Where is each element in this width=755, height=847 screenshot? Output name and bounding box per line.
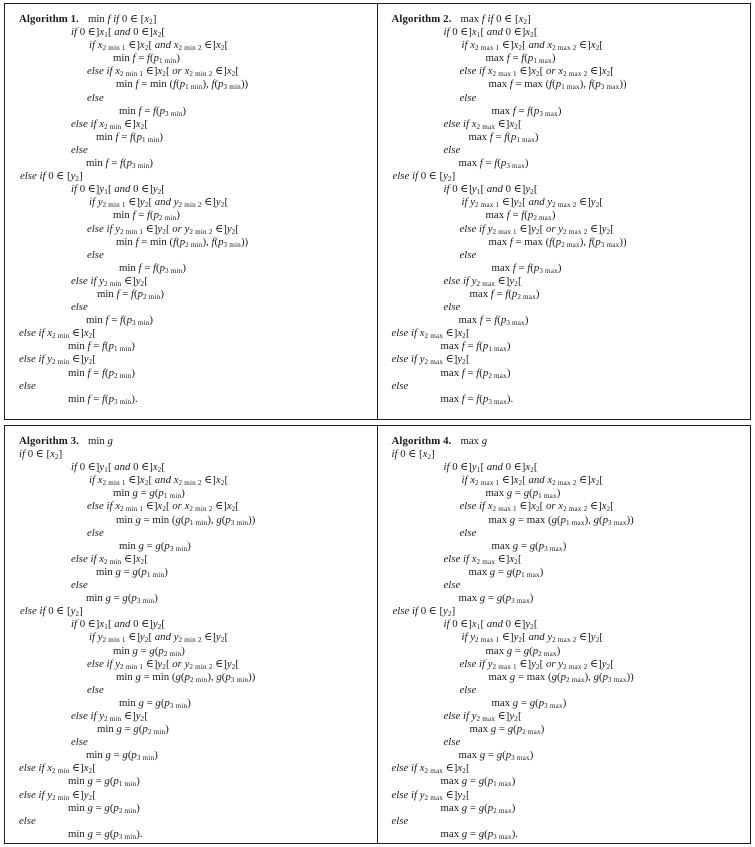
code-line: $\min g = g(p_{2 min})$ — [113, 644, 185, 658]
algorithm-2-body — [392, 26, 747, 406]
code-line: $\min g = g(p_{1 min})$ — [113, 487, 185, 501]
code-line: else if $y_{2 min 1}$ $\in]y_2$[ or $y_{2 min 2}$ $\in]y_2$[ — [87, 222, 239, 236]
algorithm-1-header — [19, 13, 373, 26]
code-line: $\min g = g(p_{3 min})$ — [86, 749, 158, 763]
code-line: else if $y_{2 min}$ $\in]y_2$[ — [19, 788, 96, 802]
algorithm-1-body — [19, 26, 373, 406]
code-line: if 0 $\in]y_1$[ and 0 $\in]y_2$[ — [71, 183, 166, 196]
code-line: $\min f = f(p_{2 min})$ — [68, 366, 136, 380]
algorithm-2-panel — [378, 4, 751, 419]
code-line: $\max f = \max (f(p_{1 max})$, $f(p_{3 max})$) — [488, 78, 627, 92]
code-line: else if $y_{2 min}$ $\in]y_2$[ — [71, 274, 148, 288]
code-line: else — [391, 814, 409, 827]
code-line: $\max g = g(p_{2 max})$ — [469, 723, 545, 736]
algorithm-4-label: Algorithm 4. — [391, 435, 452, 447]
code-line: if 0 $\in]x_1$[ and 0 $\in]y_2$[ — [443, 618, 538, 632]
code-line: $\max f = f(p_{3 max})$ — [458, 314, 529, 327]
code-line: if $x_{2 min 1}$ $\in]x_2$[ and $x_{2 min 2}$ $\in]x_2$[ — [89, 39, 229, 52]
code-line: $\min f = f(p_{3 min})$. — [68, 392, 138, 406]
code-line: $\max g = \max (g(p_{1 max})$, $g(p_{3 max})$) — [488, 513, 634, 527]
code-line: $\max f = f(p_{1 max})$ — [440, 340, 511, 354]
code-line: else — [87, 91, 104, 104]
code-line: $\min f = f(p_{1 min})$ — [68, 340, 136, 354]
code-line: else if $x_{2 max}$ $\in]x_2$[ — [391, 762, 470, 776]
code-line: if $y_{2 min 1}$ $\in]y_2$[ and $y_{2 min 2}$ $\in]y_2$[ — [89, 196, 229, 210]
code-line: if $y_{2 max 1}$ $\in]y_2$[ and $y_{2 max 2}$ $\in]y_2$[ — [461, 196, 603, 210]
code-line: else if $y_{2 max}$ $\in]y_2$[ — [391, 788, 470, 802]
code-line: else — [71, 736, 88, 749]
code-line: $\min g = g(p_{3 min})$ — [119, 539, 191, 553]
code-line: else — [459, 91, 477, 104]
code-line: $\max g = g(p_{3 max})$ — [491, 696, 567, 710]
code-line: else — [19, 814, 36, 827]
algorithm-4-header — [392, 435, 747, 448]
top-row-frame — [4, 3, 751, 420]
code-line: else if $y_{2 min}$ $\in]y_2$[ — [71, 709, 148, 723]
code-line: else — [443, 579, 461, 592]
code-line: if $x_{2 max 1}$ $\in]x_2$[ and $x_{2 max 2}$ $\in]x_2$[ — [461, 39, 603, 52]
code-line: $\max g = g(p_{1 max})$ — [485, 487, 561, 501]
code-line: else if $y_{2 max}$ $\in]y_2$[ — [443, 709, 522, 723]
code-line: $\max f = f(p_{1 max})$ — [485, 52, 556, 66]
code-line: $\min f = \min (f(p_{1 min})$, $f(p_{3 min})$) — [116, 78, 249, 92]
code-line: else — [443, 143, 461, 156]
code-line: if 0 $\in]x_1$[ and 0 $\in]y_2$[ — [71, 618, 166, 632]
code-line: $\max g = g(p_{3 max})$ — [458, 592, 534, 605]
algorithm-1-title: min f if 0 ∈ $[x_2]$ — [87, 13, 157, 26]
code-line: if $y_{2 min 1}$ $\in]y_2$[ and $y_{2 min 2}$ $\in]y_2$[ — [89, 631, 229, 645]
code-line: if 0 ∈ $[x_2]$ — [19, 448, 63, 461]
code-line: else if $x_{2 min}$ $\in]x_2$[ — [71, 552, 148, 566]
algorithm-3-body — [19, 448, 373, 841]
code-line: $\min f = f(p_{2 min})$ — [97, 287, 165, 301]
code-line: if 0 $\in]y_1$[ and 0 $\in]x_2$[ — [71, 461, 166, 474]
code-line: $\max g = g(p_{2 max})$ — [485, 644, 561, 658]
algorithm-3-panel — [5, 426, 378, 843]
algorithm-2-title: max f if 0 ∈ $[x_2]$ — [460, 13, 531, 26]
code-line: $\min g = \min (g(p_{2 min})$, $g(p_{3 min})$) — [116, 670, 256, 684]
code-line: else if 0 ∈ $[y_2]$ — [20, 605, 83, 618]
code-line: else if $y_{2 max 1}$ $\in]y_2$[ or $y_{2 max 2}$ $\in]y_2$[ — [459, 657, 614, 671]
code-line: if 0 $\in]y_1$[ and 0 $\in]y_2$[ — [443, 183, 538, 196]
code-line: $\min f = f(p_{3 min})$ — [86, 314, 154, 327]
code-line: $\max f = f(p_{3 max})$. — [440, 392, 514, 406]
code-line: $\min f = f(p_{3 min})$ — [119, 261, 187, 275]
code-line: else if 0 ∈ $[y_2]$ — [392, 170, 456, 183]
code-line: $\min f = f(p_{3 min})$ — [86, 157, 154, 170]
code-line: else — [459, 683, 477, 696]
code-line: else if 0 ∈ $[y_2]$ — [20, 170, 83, 183]
code-line: else — [391, 379, 409, 392]
code-line: else if $x_{2 min}$ $\in]x_2$[ — [19, 327, 96, 341]
code-line: $\min g = g(p_{2 min})$ — [97, 723, 169, 736]
code-line: else if $y_{2 min}$ $\in]y_2$[ — [19, 353, 96, 367]
code-line: $\min g = g(p_{3 min})$ — [86, 592, 158, 605]
code-line: else — [71, 301, 88, 314]
code-line: $\max f = f(p_{2 max})$ — [440, 366, 511, 380]
code-line: else if $y_{2 max 1}$ $\in]y_2$[ or $y_{2 max 2}$ $\in]y_2$[ — [459, 222, 614, 236]
code-line: $\max f = f(p_{2 max})$ — [485, 209, 556, 223]
code-line: $\max g = g(p_{2 max})$ — [440, 801, 516, 815]
code-line: if $x_{2 max 1}$ $\in]x_2$[ and $x_{2 max 2}$ $\in]x_2$[ — [461, 474, 603, 488]
code-line: else — [87, 248, 104, 261]
algorithm-3-title: min g — [87, 435, 113, 447]
code-line: else — [459, 526, 477, 539]
code-line: if 0 $\in]y_1$[ and 0 $\in]x_2$[ — [443, 461, 538, 474]
code-line: $\min g = \min (g(p_{1 min})$, $g(p_{3 min})$) — [116, 513, 256, 527]
code-line: $\min f = f(p_{1 min})$ — [96, 130, 164, 144]
code-line: $\min g = g(p_{1 min})$ — [96, 565, 168, 579]
code-line: $\min f = f(p_{3 min})$ — [119, 104, 187, 118]
code-line: else — [443, 736, 461, 749]
code-line: $\max g = g(p_{1 max})$ — [440, 775, 516, 789]
algorithm-2-header — [392, 13, 747, 26]
code-line: $\max f = f(p_{3 max})$ — [491, 104, 562, 118]
code-line: else if $x_{2 max 1}$ $\in]x_2$[ or $x_{2 max 2}$ $\in]x_2$[ — [459, 500, 614, 514]
algorithm-1-panel — [5, 4, 378, 419]
code-line: else — [459, 248, 477, 261]
code-line: else if $x_{2 max}$ $\in]x_2$[ — [391, 327, 470, 341]
code-line: $\max g = \max (g(p_{2 max})$, $g(p_{3 max})$) — [488, 670, 634, 684]
code-line: $\max g = g(p_{3 max})$ — [458, 749, 534, 763]
code-line: $\max f = f(p_{3 max})$ — [491, 261, 562, 275]
code-line: else — [87, 526, 104, 539]
code-line: $\max f = f(p_{2 max})$ — [469, 287, 540, 301]
code-line: else if $x_{2 max}$ $\in]x_2$[ — [443, 117, 522, 131]
algorithm-4-body — [392, 448, 747, 841]
code-line: if 0 $\in]x_1$[ and 0 $\in]x_2$[ — [71, 26, 166, 39]
code-line: $\max g = g(p_{3 max})$. — [440, 827, 518, 841]
algorithm-2-label: Algorithm 2. — [391, 13, 452, 25]
code-line: $\min g = g(p_{3 min})$. — [68, 827, 143, 841]
code-line: if $y_{2 max 1}$ $\in]y_2$[ and $y_{2 max 2}$ $\in]y_2$[ — [461, 631, 603, 645]
code-line: $\min g = g(p_{1 min})$ — [68, 775, 140, 789]
code-line: else — [87, 683, 104, 696]
code-line: if 0 $\in]x_1$[ and 0 $\in]x_2$[ — [443, 26, 538, 39]
code-line: else — [19, 379, 36, 392]
code-line: else — [71, 143, 88, 156]
algorithm-4-panel — [378, 426, 751, 843]
code-line: $\min f = \min (f(p_{2 min})$, $f(p_{3 min})$) — [116, 235, 249, 249]
algorithm-3-header — [19, 435, 373, 448]
code-line: $\min f = f(p_{1 min})$ — [113, 52, 181, 66]
code-line: else if 0 ∈ $[y_2]$ — [392, 605, 456, 618]
code-line: $\max f = \max (f(p_{2 max})$, $f(p_{3 max})$) — [488, 235, 627, 249]
algorithm-3-label: Algorithm 3. — [19, 435, 79, 447]
bottom-row-frame — [4, 425, 751, 844]
code-line: if 0 ∈ $[x_2]$ — [391, 448, 435, 461]
code-line: $\max g = g(p_{1 max})$ — [468, 565, 544, 579]
algorithm-4-title: max g — [460, 435, 488, 447]
code-line: $\max f = f(p_{3 max})$ — [458, 157, 529, 170]
code-line: else if $x_{2 min 1}$ $\in]x_2$[ or $x_{2 min 2}$ $\in]x_2$[ — [87, 500, 239, 514]
code-line: else if $x_{2 max}$ $\in]x_2$[ — [443, 552, 522, 566]
code-line: else — [443, 301, 461, 314]
code-line: $\max g = g(p_{3 max})$ — [491, 539, 567, 553]
algorithm-1-label: Algorithm 1. — [19, 13, 79, 25]
code-line: $\min f = f(p_{2 min})$ — [113, 209, 181, 223]
code-line: else if $y_{2 max}$ $\in]y_2$[ — [443, 274, 522, 288]
code-line: $\max f = f(p_{1 max})$ — [468, 130, 539, 144]
code-line: else if $x_{2 max 1}$ $\in]x_2$[ or $x_{2 max 2}$ $\in]x_2$[ — [459, 65, 614, 79]
code-line: else if $x_{2 min}$ $\in]x_2$[ — [71, 117, 148, 131]
code-line: else if $y_{2 max}$ $\in]y_2$[ — [391, 353, 470, 367]
code-line: $\min g = g(p_{2 min})$ — [68, 801, 140, 815]
code-line: $\min g = g(p_{3 min})$ — [119, 696, 191, 710]
code-line: else if $x_{2 min 1}$ $\in]x_2$[ or $x_{2 min 2}$ $\in]x_2$[ — [87, 65, 239, 79]
code-line: else if $y_{2 min 1}$ $\in]y_2$[ or $y_{2 min 2}$ $\in]y_2$[ — [87, 657, 239, 671]
code-line: if $x_{2 min 1}$ $\in]x_2$[ and $x_{2 min 2}$ $\in]x_2$[ — [89, 474, 229, 488]
code-line: else if $x_{2 min}$ $\in]x_2$[ — [19, 762, 96, 776]
code-line: else — [71, 579, 88, 592]
